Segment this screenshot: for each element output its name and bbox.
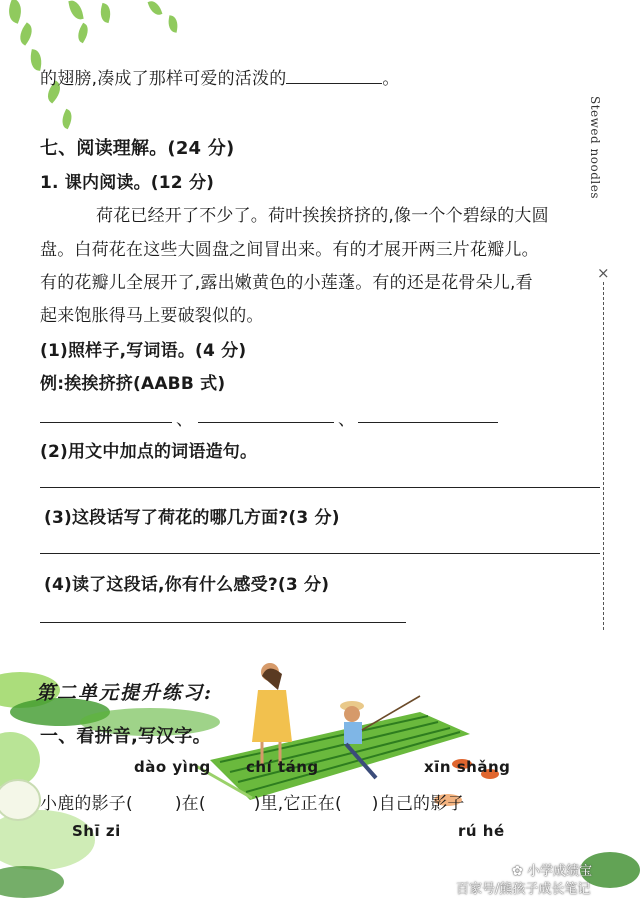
pinyin-label: dào yìng <box>134 758 211 776</box>
leaf-icon <box>98 3 113 23</box>
watermark-text: 小学成绩宝 <box>527 864 593 879</box>
leaf-icon <box>148 0 163 17</box>
question-4: (4)读了这段话,你有什么感受?(3 分) <box>44 575 330 595</box>
question-3: (3)这段话写了荷花的哪几方面?(3 分) <box>44 508 340 528</box>
sentence-part: )里,它正在( <box>253 794 342 814</box>
pinyin-label: chí táng <box>246 758 319 776</box>
leaf-icon <box>15 22 36 45</box>
lotus-leaf-icon <box>0 672 220 898</box>
passage-line: 荷花已经开了不少了。荷叶挨挨挤挤的,像一个个碧绿的大圆 <box>96 206 549 226</box>
answer-line[interactable] <box>40 622 406 623</box>
pinyin-label: xīn shǎng <box>424 758 511 776</box>
answer-line[interactable] <box>40 422 172 423</box>
close-icon: × <box>597 264 610 282</box>
answer-line[interactable] <box>358 422 498 423</box>
dashed-divider <box>603 282 604 630</box>
leaf-icon <box>167 15 180 32</box>
separator: 、 <box>176 410 194 430</box>
section-heading: 一、看拼音,写汉字。 <box>40 726 211 747</box>
answer-line[interactable] <box>198 422 334 423</box>
top-line-text: 的翅膀,凑成了那样可爱的活泼的 <box>40 69 287 89</box>
paw-icon: ✿ <box>512 864 523 879</box>
fill-in-sentence <box>40 789 465 814</box>
answer-blank[interactable] <box>286 69 382 84</box>
bamboo-raft-icon <box>196 712 470 800</box>
question-1-example: 例:挨挨挤挤(AABB 式) <box>40 374 226 394</box>
pinyin-label: rú hé <box>458 822 505 840</box>
sentence-part: )自己的影子 <box>371 794 465 814</box>
leaf-icon <box>74 23 92 44</box>
passage-line: 起来饱胀得马上要破裂似的。 <box>40 306 264 326</box>
top-line <box>40 64 400 89</box>
section-heading: 七、阅读理解。(24 分) <box>40 138 235 159</box>
watermark-logo <box>512 860 592 879</box>
question-1: (1)照样子,写词语。(4 分) <box>40 341 247 361</box>
answer-line[interactable] <box>40 487 600 488</box>
top-line-end: 。 <box>382 69 400 89</box>
pinyin-label: Shī zi <box>72 822 121 840</box>
sentence-part: 小鹿的影子( <box>40 794 133 814</box>
sentence-part: )在( <box>174 794 206 814</box>
passage-line: 有的花瓣儿全展开了,露出嫩黄色的小莲蓬。有的还是花骨朵儿,看 <box>40 273 533 293</box>
answer-line[interactable] <box>40 553 600 554</box>
unit-title: 第二单元提升练习: <box>36 682 214 704</box>
leaf-icon <box>5 0 26 24</box>
question-2: (2)用文中加点的词语造句。 <box>40 442 258 462</box>
leaf-icon <box>68 0 83 21</box>
subsection-heading: 1. 课内阅读。(12 分) <box>40 173 215 193</box>
separator: 、 <box>338 410 356 430</box>
sidebar-label: Stewed noodles <box>588 96 602 199</box>
watermark-source: 百家号/熊孩子成长笔记 <box>456 882 591 897</box>
leaf-icon <box>59 109 76 130</box>
passage-line: 盘。白荷花在这些大圆盘之间冒出来。有的才展开两三片花瓣儿。 <box>40 240 539 260</box>
